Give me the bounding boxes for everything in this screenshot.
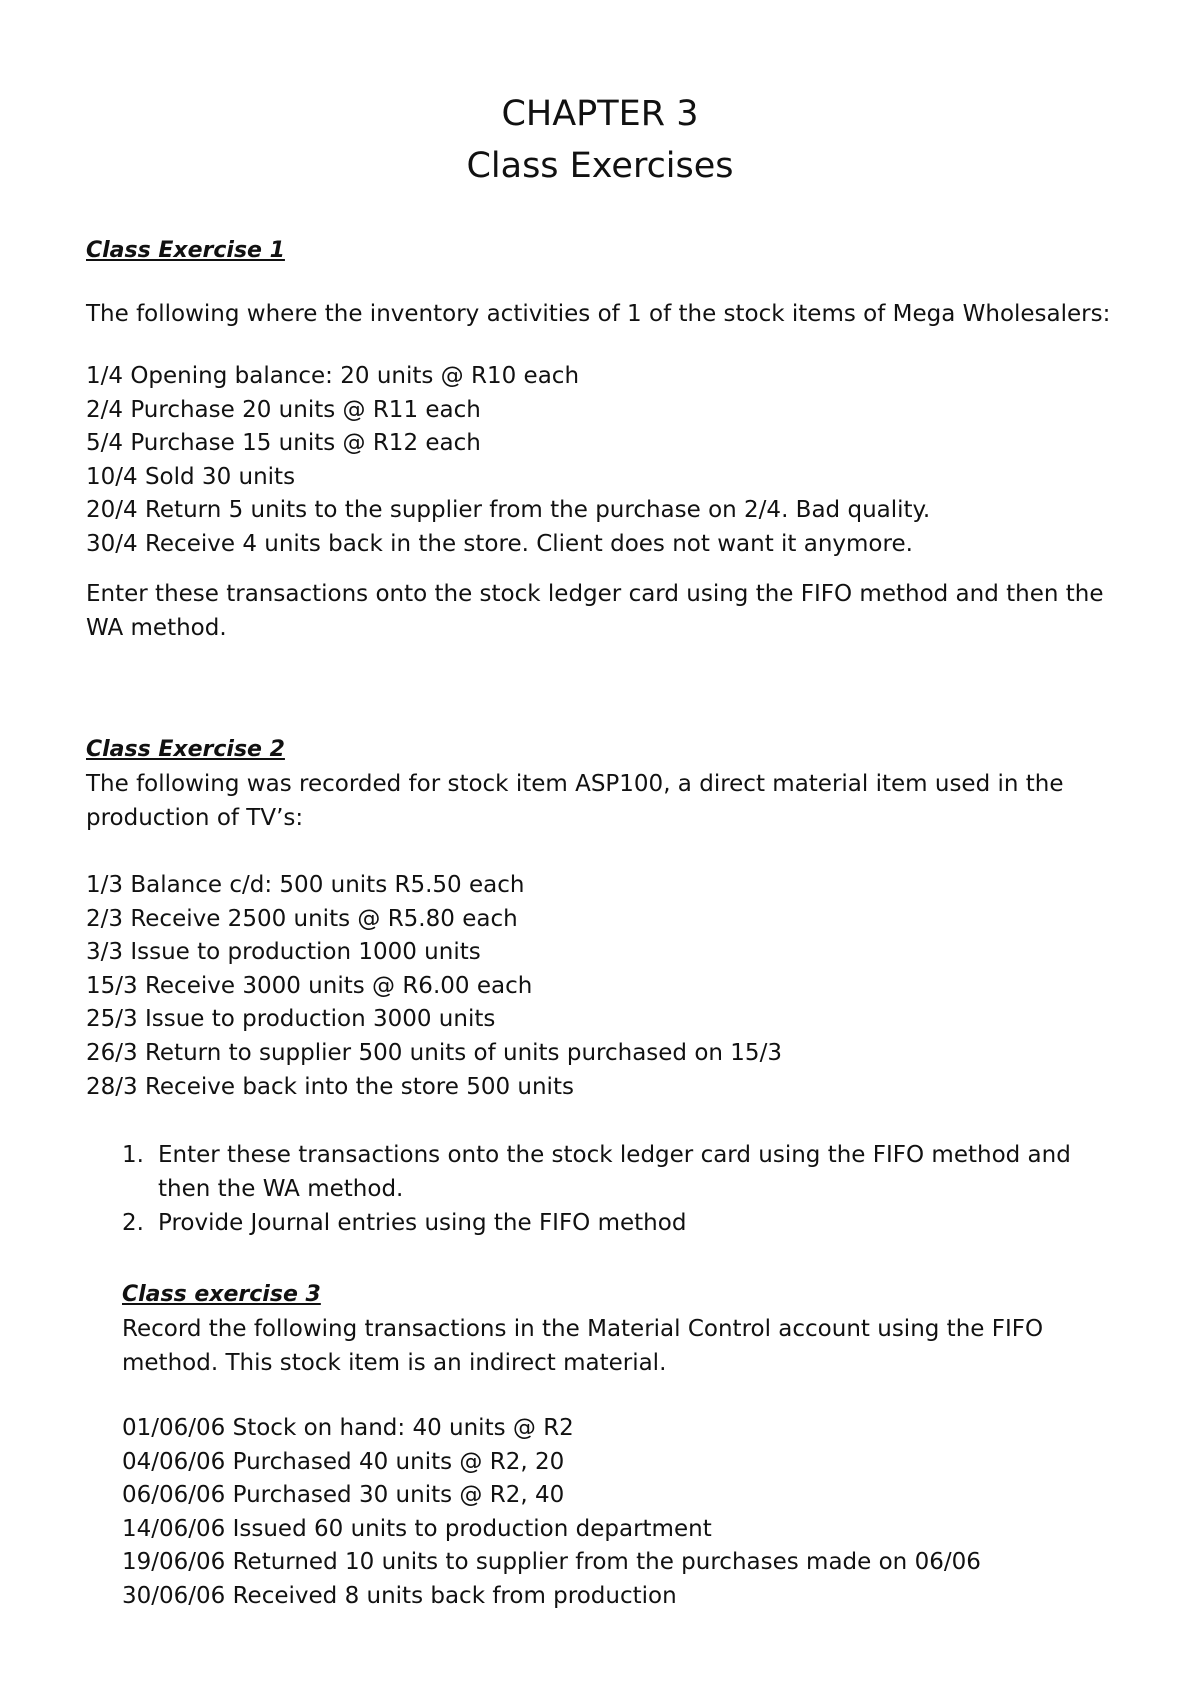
transaction-line: 14/06/06 Issued 60 units to production department <box>122 1515 712 1542</box>
transaction-line: 19/06/06 Returned 10 units to supplier from the purchases made on 06/06 <box>122 1549 981 1576</box>
transaction-line: 25/3 Issue to production 3000 units <box>86 1006 496 1033</box>
exercise-3-heading: Class exercise 3 <box>122 1282 321 1307</box>
transaction-line: 04/06/06 Purchased 40 units @ R2, 20 <box>122 1448 565 1475</box>
exercise-2-task-list <box>122 1138 1122 1240</box>
transaction-line: 5/4 Purchase 15 units @ R12 each <box>86 430 481 457</box>
transaction-line: 20/4 Return 5 units to the supplier from the purchase on 2/4. Bad quality. <box>86 497 931 524</box>
list-item-text: Provide Journal entries using the FIFO method <box>158 1210 687 1236</box>
transaction-line: 10/4 Sold 30 units <box>86 463 296 490</box>
exercise-1-instruction: Enter these transactions onto the stock ledger card using the FIFO method and then the WA method. <box>86 581 1104 641</box>
transaction-line: 28/3 Receive back into the store 500 units <box>86 1073 574 1100</box>
exercise-3-transactions <box>122 1412 981 1614</box>
exercise-2-transactions <box>86 869 782 1104</box>
transaction-line: 1/4 Opening balance: 20 units @ R10 each <box>86 363 580 389</box>
transaction-line: 3/3 Issue to production 1000 units <box>86 939 481 966</box>
chapter-title: CHAPTER 3 <box>501 94 699 134</box>
list-item-text: Enter these transactions onto the stock ledger card using the FIFO method and then the WA method. <box>158 1142 1071 1202</box>
list-item <box>122 1138 1122 1206</box>
transaction-line: 30/4 Receive 4 units back in the store. Client does not want it anymore. <box>86 530 913 557</box>
exercise-1-heading: Class Exercise 1 <box>86 238 285 263</box>
title-block <box>0 88 1200 192</box>
transaction-line: 26/3 Return to supplier 500 units of units purchased on 15/3 <box>86 1039 782 1066</box>
exercise-2-intro: The following was recorded for stock item ASP100, a direct material item used in the production of TV’s: <box>86 771 1064 831</box>
list-item-number: 2. <box>122 1210 144 1236</box>
chapter-subtitle: Class Exercises <box>466 146 734 186</box>
exercise-1-transactions <box>86 360 930 562</box>
exercise-3-intro: Record the following transactions in the Material Control account using the FIFO method. This stock item is an indirect material. <box>122 1316 1044 1376</box>
transaction-line: 2/3 Receive 2500 units @ R5.80 each <box>86 905 518 932</box>
transaction-line: 01/06/06 Stock on hand: 40 units @ R2 <box>122 1415 574 1441</box>
transaction-line: 06/06/06 Purchased 30 units @ R2, 40 <box>122 1482 565 1509</box>
list-item-number: 1. <box>122 1142 144 1168</box>
exercise-2-heading: Class Exercise 2 <box>86 737 285 762</box>
transaction-line: 15/3 Receive 3000 units @ R6.00 each <box>86 972 533 999</box>
transaction-line: 30/06/06 Received 8 units back from production <box>122 1582 677 1609</box>
exercise-1-intro: The following where the inventory activities of 1 of the stock items of Mega Wholesalers: <box>86 301 1111 327</box>
transaction-line: 1/3 Balance c/d: 500 units R5.50 each <box>86 872 525 898</box>
list-item <box>122 1206 1122 1240</box>
transaction-line: 2/4 Purchase 20 units @ R11 each <box>86 396 481 423</box>
